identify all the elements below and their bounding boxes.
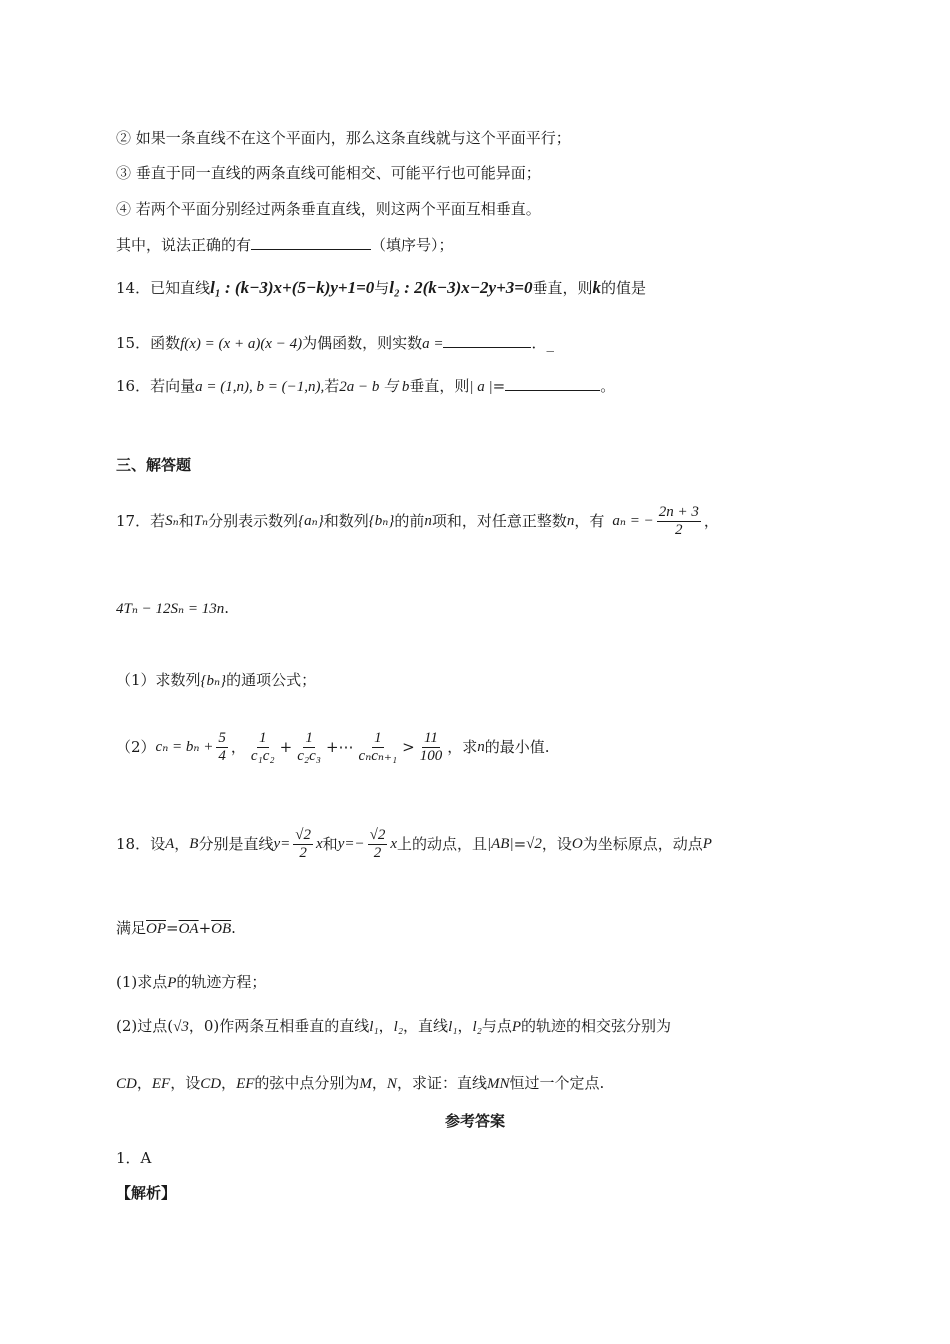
answer-1: 1．A <box>116 1149 152 1167</box>
sqrt-two: √2 <box>526 836 542 852</box>
q18-text: 与点 <box>481 1017 512 1035</box>
q18-text: ， <box>221 1074 237 1092</box>
sequence-b: {bₙ} <box>368 513 395 529</box>
sum-term-1 <box>249 730 277 764</box>
q18-text: ，0)作两条互相垂直的直线 <box>188 1017 370 1035</box>
q14-text: 已知直线 <box>150 279 211 297</box>
sqrt-three: √3 <box>173 1019 189 1035</box>
symbol-Sn: Sₙ <box>165 513 179 529</box>
q17-text: 分别表示数列 <box>208 512 299 530</box>
slope-denominator: 2 <box>299 844 307 861</box>
part-label: （1）求数列 <box>116 671 201 689</box>
term-numerator: 1 <box>374 730 382 746</box>
term-denominator: c₁c₂ <box>250 747 275 764</box>
question-number: 15． <box>116 334 151 352</box>
sum-term-2 <box>295 730 323 764</box>
an-denominator: 2 <box>675 521 683 538</box>
question-16 <box>116 376 615 397</box>
point-P: P <box>511 1019 522 1035</box>
q17-text: 若 <box>150 512 166 530</box>
function-expression: f(x) = (x + a)(x − 4) <box>180 336 303 352</box>
q17-text: 的最小值. <box>484 738 550 756</box>
sequence-b: {bₙ} <box>200 673 227 689</box>
item-2: ② 如果一条直线不在这个平面内，那么这条直线就与这个平面平行； <box>116 129 571 147</box>
variable-n: n <box>566 513 575 529</box>
vector-expression: 2a − b 与 b <box>339 379 410 395</box>
q17-text: 的前 <box>394 512 425 530</box>
vector-magnitude: | a | <box>469 379 493 395</box>
variable-n: n <box>477 739 485 755</box>
q15-text: 函数 <box>150 334 181 352</box>
cn-denominator: 4 <box>218 747 226 764</box>
line-l1: l₁ <box>448 1019 458 1035</box>
slope-denominator: 2 <box>373 844 382 861</box>
conclusion-prefix: 其中，说法正确的有 <box>116 236 252 254</box>
vector-definitions: a = (1,n), b = (−1,n), <box>195 379 325 395</box>
greater-than-sign: > <box>402 738 415 756</box>
question-14 <box>116 278 646 298</box>
line-l1-equation: l₁ : (k−3)x+(5−k)y+1=0 <box>210 278 375 297</box>
q17-text: 和 <box>178 512 194 530</box>
an-fraction <box>657 504 701 538</box>
section-heading: 三、解答题 <box>116 456 192 474</box>
answer-blank[interactable] <box>505 376 600 391</box>
q14-text: 垂直，则 <box>532 279 593 297</box>
plus-sign: + <box>198 919 212 937</box>
q18-text: ， <box>457 1017 473 1035</box>
midpoint-M: M <box>359 1076 372 1092</box>
q18-text: 的轨迹方程； <box>176 973 267 991</box>
point-A: A <box>165 836 175 852</box>
q17-text: ， <box>230 738 246 756</box>
variable-k: k <box>592 278 601 297</box>
an-formula: aₙ = − <box>612 513 654 529</box>
question-18 <box>116 806 712 882</box>
equals-sign: = <box>492 377 506 395</box>
q17-text: 和数列 <box>323 512 369 530</box>
answer-blank[interactable] <box>443 333 531 348</box>
q18-text: 满足 <box>116 919 147 937</box>
cn-numerator: 5 <box>218 730 226 746</box>
q18-condition <box>116 918 236 939</box>
line-l1: l₁ <box>369 1019 379 1035</box>
q18-text: 的轨迹的相交弦分别为 <box>521 1017 672 1035</box>
term-numerator: 1 <box>259 730 267 746</box>
origin-O: O <box>571 836 583 852</box>
q18-text: 恒过一个定点. <box>509 1074 605 1092</box>
sequence-a: {aₙ} <box>298 513 324 529</box>
answer-blank[interactable] <box>251 235 371 250</box>
q18-text: ，设 <box>170 1074 201 1092</box>
q15-text: 为偶函数，则实数 <box>302 334 423 352</box>
variable-a: a = <box>422 336 444 352</box>
variable-n: n <box>424 513 432 529</box>
chord-EF: EF <box>236 1076 255 1092</box>
bound-numerator: 11 <box>424 730 438 746</box>
symbol-Tn: Tₙ <box>193 513 209 529</box>
equals-sign: = <box>166 919 179 937</box>
q18-text: (2)过点( <box>116 1017 174 1035</box>
q16-text: 若向量 <box>150 377 196 395</box>
vector-OB: $\overline{OB}$ <box>211 921 232 937</box>
slope-fraction <box>368 827 388 861</box>
chord-EF: EF <box>151 1076 171 1092</box>
q17-text: ， <box>703 512 719 530</box>
q17-text: 的通项公式； <box>226 671 317 689</box>
point-P: P <box>702 836 712 852</box>
slope-numerator: √2 <box>369 827 386 843</box>
an-numerator: 2n + 3 <box>658 504 699 520</box>
question-17 <box>116 504 719 538</box>
question-number: 17． <box>116 512 151 530</box>
midpoint-N: N <box>386 1076 397 1092</box>
q15-text: ．_ <box>531 334 554 352</box>
ellipsis: +⋯ <box>325 738 354 756</box>
question-15 <box>116 333 554 354</box>
analysis-label: 【解析】 <box>116 1184 177 1202</box>
variable-x: x <box>316 836 323 852</box>
chord-CD: CD <box>200 1076 222 1092</box>
bound-denominator: 100 <box>419 747 443 764</box>
q16-text: 若 <box>324 377 340 395</box>
sum-relation: 4Tₙ − 12Sₙ = 13n <box>116 601 225 617</box>
cn-definition: cₙ = bₙ + <box>155 739 214 755</box>
q17-text: . <box>224 599 230 617</box>
q17-text: ，求 <box>447 738 478 756</box>
line-1-lhs: y= <box>273 836 291 852</box>
q14-text: 的值是 <box>600 279 646 297</box>
term-numerator: 1 <box>305 730 313 746</box>
q16-text: 。 <box>600 377 616 395</box>
q17-part2 <box>116 722 550 772</box>
q18-text: ， <box>371 1074 387 1092</box>
q18-text: (1)求点 <box>116 973 168 991</box>
q18-text: ， <box>174 835 190 853</box>
q18-text: 设 <box>150 835 166 853</box>
line-l2: l₂ <box>472 1019 482 1035</box>
bound-fraction <box>418 730 445 764</box>
plus-sign: + <box>279 738 293 756</box>
line-2-lhs: y=− <box>337 836 365 852</box>
q18-part1 <box>116 972 266 993</box>
vector-OP: $\overline{OP}$ <box>146 921 167 937</box>
part-label: （2） <box>116 738 156 756</box>
q14-text: 与 <box>374 279 390 297</box>
q18-text: ，求证：直线 <box>396 1074 487 1092</box>
item-3: ③ 垂直于同一直线的两条直线可能相交、可能平行也可能异面； <box>116 164 541 182</box>
question-number: 16． <box>116 377 151 395</box>
slope-numerator: √2 <box>295 827 311 843</box>
answers-title: 参考答案 <box>444 1112 505 1130</box>
q18-text: ，设 <box>541 835 572 853</box>
q18-part2-cont <box>116 1073 604 1094</box>
point-B: B <box>189 836 199 852</box>
question-number: 18． <box>116 835 151 853</box>
q18-text: . <box>231 919 236 937</box>
q18-text: 为坐标原点，动点 <box>582 835 703 853</box>
q18-text: 的弦中点分别为 <box>254 1074 360 1092</box>
slope-fraction <box>293 827 313 861</box>
cn-fraction <box>216 730 228 764</box>
q16-text: 垂直，则 <box>409 377 470 395</box>
line-MN: MN <box>486 1076 510 1092</box>
q18-part2 <box>116 1016 671 1037</box>
q18-text: ，直线 <box>403 1017 449 1035</box>
line-l2: l₂ <box>393 1019 404 1035</box>
q17-part1 <box>116 670 316 691</box>
q17-equation <box>116 598 229 619</box>
sum-term-n <box>357 730 400 764</box>
question-number: 14． <box>116 279 151 297</box>
q17-text: ，有 <box>574 512 605 530</box>
chord-CD: CD <box>116 1076 137 1092</box>
point-P: P <box>167 975 177 991</box>
vector-OA: $\overline{OA}$ <box>178 921 199 937</box>
term-denominator: cₙcₙ₊₁ <box>358 747 398 764</box>
q18-text: 和 <box>322 835 338 853</box>
line-l2-equation: l₂ : 2(k−3)x−2y+3=0 <box>389 278 533 297</box>
q17-text: 项和，对任意正整数 <box>431 512 567 530</box>
item-4: ④ 若两个平面分别经过两条垂直直线，则这两个平面互相垂直。 <box>116 200 541 218</box>
q18-text: 上的动点，且 <box>397 835 488 853</box>
q18-text: ， <box>136 1074 152 1092</box>
variable-x: x <box>390 836 397 852</box>
segment-length: |AB| <box>487 836 514 852</box>
conclusion-line <box>116 235 454 255</box>
q18-text: ， <box>378 1017 394 1035</box>
equals-sign: = <box>513 835 527 853</box>
q18-text: 分别是直线 <box>198 835 274 853</box>
conclusion-suffix: （填序号）； <box>371 236 454 254</box>
term-denominator: c₂c₃ <box>297 747 321 764</box>
